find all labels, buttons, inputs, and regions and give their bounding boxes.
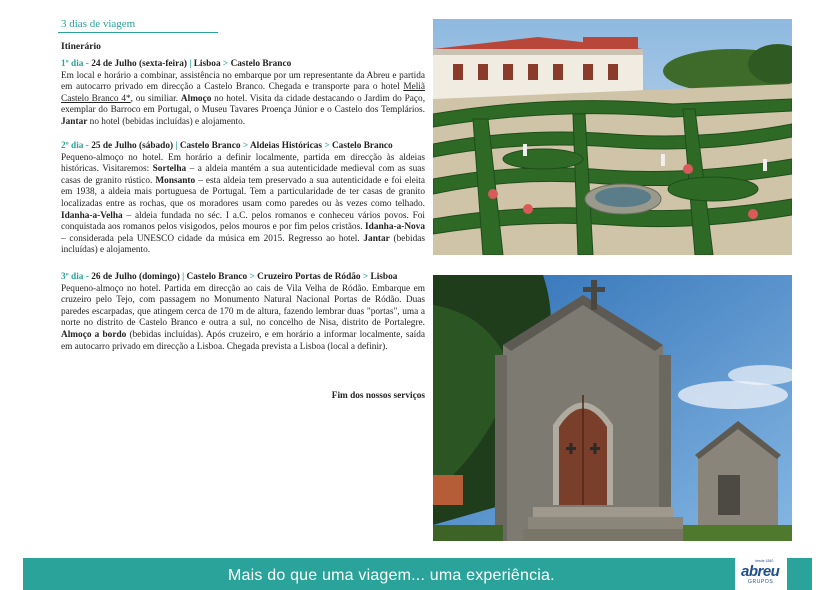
itinerary-heading: Itinerário bbox=[61, 41, 101, 52]
logo-since-text: desde 1840 bbox=[755, 559, 774, 563]
section-divider bbox=[58, 32, 218, 33]
day-3-label: 3º dia - bbox=[61, 272, 89, 282]
day-2-text-2: – a aldeia mantém a sua autenticidade medieval com as suas casas de granito rústico. bbox=[61, 164, 425, 186]
day-2-route-end: Castelo Branco bbox=[331, 141, 393, 151]
day-2-separator: | bbox=[175, 141, 178, 151]
day-3-route-start: Castelo Branco bbox=[186, 272, 248, 282]
day-2-route-arrow-1: > bbox=[242, 141, 249, 151]
day-2-text-5: – considerada pela UNESCO cidade da música em 2015. Regresso ao hotel. bbox=[61, 233, 360, 244]
day-3-route-arrow-2: > bbox=[362, 272, 369, 282]
day-3-heading bbox=[61, 272, 425, 284]
day-3-text-1: Pequeno-almoço no hotel. Partida em direcção ao cais de Vila Velha de Ródão. Embarque em cruzeiro pelo Tejo, com passagem no Monumento Natural Nacional Portas de Ródão. Duas paredes escarpadas, que atingem cerca de 170 m de altura, fazendo lembrar duas "portas", uma a norte no distrito de Castelo Branco e outra a sul, no concelho de Nisa, distrito de Portalegre. bbox=[61, 283, 425, 329]
logo-wordmark: abreu bbox=[741, 563, 780, 580]
garden-illustration bbox=[433, 19, 792, 255]
day-1-hotel-name: Meliã Castelo Branco 4* bbox=[61, 82, 426, 104]
day-2-route-arrow-2: > bbox=[324, 141, 330, 151]
day-2-route-start: Castelo Branco bbox=[179, 141, 241, 151]
abreu-logo[interactable] bbox=[735, 558, 787, 590]
day-3-block bbox=[61, 272, 425, 353]
section-title: 3 dias de viagem bbox=[61, 18, 136, 30]
day-2-text-6: (bebidas incluídas) e alojamento. bbox=[61, 233, 426, 256]
day-1-date: 24 de Julho (sexta-feira) bbox=[91, 59, 187, 69]
day-2-text-1: Pequeno-almoço no hotel. Em horário a definir localmente, partida em direcção às aldeias históricas. Visitaremos: bbox=[61, 152, 425, 175]
day-2-description bbox=[61, 153, 425, 257]
day-1-text-4: no hotel (bebidas incluídas) e alojamento. bbox=[89, 116, 246, 127]
chapel-illustration bbox=[433, 275, 792, 541]
day-3-route-arrow-1: > bbox=[249, 272, 255, 282]
logo-subtitle: GRUPOS bbox=[748, 579, 774, 585]
day-2-date: 25 de Julho (sábado) bbox=[91, 141, 174, 151]
day-3-date: 26 de Julho (domingo) bbox=[91, 272, 180, 282]
day-2-block bbox=[61, 141, 425, 257]
day-2-route-mid: Aldeias Históricas bbox=[249, 141, 322, 151]
day-3-lunch: Almoço a bordo bbox=[61, 329, 127, 340]
day-1-text-3: no hotel. Visita da cidade destacando o Jardim do Paço, exemplar do Barroco em Portugal, o Museu Tavares Proença Júnior e o Castelo dos Templários. bbox=[61, 93, 426, 116]
day-1-route-arrow: > bbox=[222, 59, 229, 69]
day-1-separator: | bbox=[189, 59, 192, 69]
day-2-place-idanha-a-velha: Idanha-a-Velha bbox=[61, 210, 123, 221]
chapel-photo bbox=[433, 275, 792, 541]
day-1-route-start: Lisboa bbox=[193, 59, 221, 69]
day-2-label: 2º dia - bbox=[61, 141, 89, 151]
footer-slogan: Mais do que uma viagem... uma experiência. bbox=[228, 567, 555, 584]
day-3-text-2: (bebidas incluídas). Após cruzeiro, e em horário a informar localmente, saída em autocarro privado em direcção a Lisboa. Chegada prevista a Lisboa (local a definir). bbox=[61, 329, 426, 352]
day-1-lunch: Almoço bbox=[180, 93, 212, 104]
day-1-dinner: Jantar bbox=[61, 116, 88, 127]
day-1-route-end: Castelo Branco bbox=[230, 59, 292, 69]
day-1-description bbox=[61, 71, 425, 129]
day-1-heading bbox=[61, 59, 425, 71]
day-2-text-4: – aldeia fundada no séc. I a.C. pelos romanos e conheceu vários povos. Foi conquistada aos romanos pelos visigodos, pelos mouros e por fim pelos cristãos. bbox=[61, 210, 425, 233]
day-1-block bbox=[61, 59, 425, 129]
day-1-text-2: , ou similiar. bbox=[130, 93, 179, 104]
day-2-place-idanha-a-nova: Idanha-a-Nova bbox=[365, 222, 425, 233]
garden-photo bbox=[433, 19, 792, 255]
day-2-dinner: Jantar bbox=[363, 233, 390, 244]
day-2-heading bbox=[61, 141, 425, 153]
day-3-description bbox=[61, 284, 425, 354]
day-3-route-end: Lisboa bbox=[370, 272, 398, 282]
end-of-services-note: Fim dos nossos serviços bbox=[331, 391, 425, 401]
day-1-text-1: Em local e horário a combinar, assistência no embarque por um representante da Abreu e partida em autocarro privado em direcção a Castelo Branco. Chegada e transporte para o hotel bbox=[61, 70, 425, 93]
day-2-place-sortelha: Sortelha bbox=[152, 164, 187, 175]
day-1-label: 1º dia - bbox=[61, 59, 89, 69]
day-2-place-monsanto: Monsanto bbox=[155, 175, 196, 186]
day-2-text-3: – esta aldeia tem preservado a sua autenticidade e foi eleita em 1938, a aldeia mais portuguesa de Portugal. Tem a particularidade de ter casas de granito localizadas entre as rochas, que os moradores usam como paredes ou às vezes como telhado. bbox=[61, 175, 425, 209]
day-3-separator: | bbox=[182, 272, 185, 282]
day-3-route-mid: Cruzeiro Portas de Ródão bbox=[257, 272, 361, 282]
